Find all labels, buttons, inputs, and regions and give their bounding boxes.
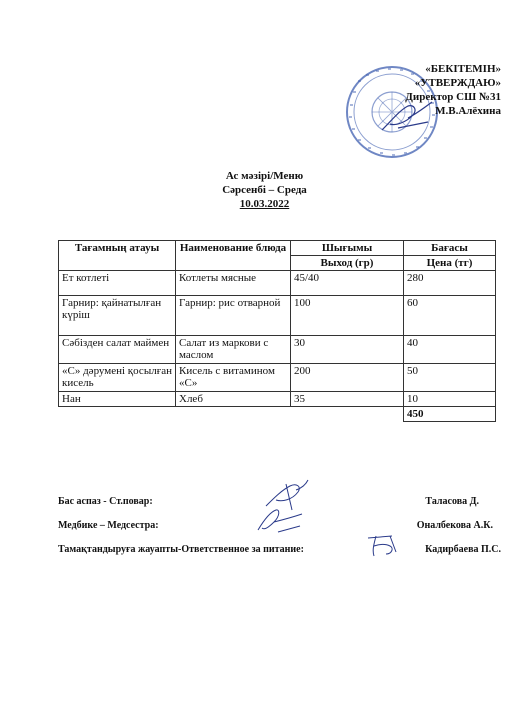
header-name-kz: Тағамның атауы xyxy=(59,241,176,271)
table-row xyxy=(59,392,496,407)
menu-title: Ас мәзірі/Меню xyxy=(225,170,304,182)
dish-name-kz: Ет котлеті xyxy=(59,271,176,296)
empty-cell xyxy=(59,407,176,422)
dish-name-kz: Сәбізден салат маймен xyxy=(59,336,176,364)
dish-yield: 30 xyxy=(291,336,404,364)
dish-yield: 200 xyxy=(291,364,404,392)
signature-name: Таласова Д. xyxy=(425,496,479,507)
header-price-ru: Цена (тг) xyxy=(404,256,496,271)
responsible-signature xyxy=(362,530,402,560)
nurse-signature xyxy=(254,506,306,536)
approval-line-1: «БЕКІТЕМІН» xyxy=(425,63,501,75)
dish-name-ru: Котлеты мясные xyxy=(176,271,291,296)
dish-price: 280 xyxy=(404,271,496,296)
dish-price: 10 xyxy=(404,392,496,407)
signature-role: Тамақтандыруға жауапты-Ответственное за питание: xyxy=(58,544,304,555)
signature-row-responsible xyxy=(58,544,501,555)
menu-day: Сәрсенбі – Среда xyxy=(222,184,307,196)
dish-name-ru: Хлеб xyxy=(176,392,291,407)
menu-table xyxy=(58,240,496,422)
menu-heading xyxy=(0,169,529,211)
dish-yield: 45/40 xyxy=(291,271,404,296)
table-row xyxy=(59,364,496,392)
approval-block xyxy=(405,62,501,118)
total-price: 450 xyxy=(404,407,496,422)
dish-price: 40 xyxy=(404,336,496,364)
dish-name-kz: Нан xyxy=(59,392,176,407)
approval-line-3: Директор СШ №31 xyxy=(405,91,501,103)
dish-yield: 100 xyxy=(291,296,404,336)
signature-name: Оналбекова А.К. xyxy=(416,520,493,531)
menu-date: 10.03.2022 xyxy=(239,198,290,210)
dish-name-kz: Гарнир: қайнатылған күріш xyxy=(59,296,176,336)
dish-price: 50 xyxy=(404,364,496,392)
dish-name-ru: Кисель с витамином «С» xyxy=(176,364,291,392)
dish-name-ru: Гарнир: рис отварной xyxy=(176,296,291,336)
header-yield-ru: Выход (гр) xyxy=(291,256,404,271)
empty-cell xyxy=(176,407,291,422)
approval-line-2: «УТВЕРЖДАЮ» xyxy=(414,77,501,89)
dish-yield: 35 xyxy=(291,392,404,407)
dish-name-ru: Салат из маркови с маслом xyxy=(176,336,291,364)
header-name-ru: Наименование блюда xyxy=(176,241,291,271)
header-price-kz: Бағасы xyxy=(404,241,496,256)
dish-name-kz: «С» дәрумені қосылған кисель xyxy=(59,364,176,392)
signature-role: Бас аспаз - Ст.повар: xyxy=(58,496,153,507)
signature-role: Медбике – Медсестра: xyxy=(58,520,159,531)
table-row xyxy=(59,271,496,296)
signature-name: Кадирбаева П.С. xyxy=(425,544,501,555)
header-yield-kz: Шығымы xyxy=(291,241,404,256)
total-row xyxy=(59,407,496,422)
table-row xyxy=(59,336,496,364)
table-row xyxy=(59,296,496,336)
table-header-row xyxy=(59,241,496,256)
empty-cell xyxy=(291,407,404,422)
approval-line-4: М.В.Алёхина xyxy=(435,105,501,117)
dish-price: 60 xyxy=(404,296,496,336)
